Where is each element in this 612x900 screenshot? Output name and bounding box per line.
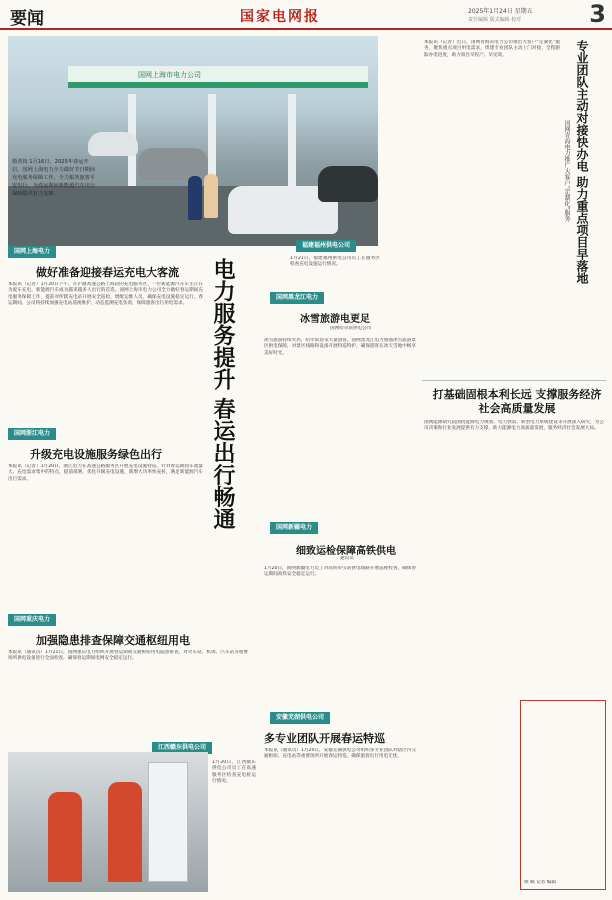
newspaper-brand: 国家电网报 (240, 9, 320, 25)
tag-shanghai: 国网上海电力 (8, 246, 56, 258)
headline-xinjiang: 细致运检保障高铁供电 (296, 546, 396, 557)
issue-date: 2025年1月24日 星期五 (468, 8, 533, 15)
page-number: 3 (589, 0, 606, 28)
body-qinghai: 本报讯（记者）近日，国网青海省电力公司推出大客户“定制化”服务，聚焦重点项目用电需求，组建专业团队主动上门对接，全程跟踪办电进度，助力项目早投产、早见效。 (424, 40, 560, 58)
section-title: 要闻 (10, 9, 44, 29)
headline-chongqing: 加强隐患排查保障交通枢纽用电 (36, 634, 190, 647)
headline-heilongjiang: 冰雪旅游电更足 (300, 314, 370, 325)
body-chongqing: 本报讯（通讯员）1月21日，国网重庆电力组织开展春运期间交通枢纽用电隐患排查，对火车站、机场、汽车站等重要场所供电设备进行全面检查，确保春运期间电网安全稳定运行。 (8, 650, 248, 662)
car (318, 166, 378, 202)
tag-zhejiang: 国网浙江电力 (8, 428, 56, 440)
body-wuhu: 本报讯（通讯员）1月20日，安徽芜湖供电公司组织多专业团队对辖区内交通枢纽、充电站等重要场所开展春运特巡，确保旅客出行用电无忧。 (264, 748, 416, 760)
body-shanghai: 本报讯（记者）1月20日下午，在沪渝高速公路上海段的充电服务区，一位新能源汽车车主正在为爱车充电，新能源汽车成为越来越多人出行的首选。国网上海市电力公司全力做好春运期间充电服务保障工作，提前对所辖充电站开展安全巡检，增配运维人员，确保充电设施稳定运行。春运期间，公司将持续加强充电站巡视维护，动态监测充电负荷，保障旅客出行用电需求。 (8, 282, 203, 307)
car (138, 148, 208, 180)
body-heilongjiang: 冰雪旅游持续火热，哈尔滨迎来大量游客。国网黑龙江电力加强冰雪旅游景区供电保障，对景区线路和设备开展特巡特护，确保游客在冰天雪地中畅享美好时光。 (264, 338, 416, 356)
main-vertical-headline: 电力服务提升 春运出行畅通 (210, 258, 236, 530)
jiangxi-photo (8, 752, 208, 892)
worker (48, 792, 82, 882)
sidebar-box (520, 700, 606, 890)
traveller (204, 174, 218, 218)
charging-station-photo (8, 36, 378, 246)
tag-fujian: 福建福州供电公司 (296, 240, 356, 252)
divider (422, 380, 606, 381)
masthead (0, 0, 612, 30)
headline-shanghai: 做好准备迎接春运充电大客流 (36, 266, 179, 279)
tag-jiangxi: 江西赣东供电公司 (152, 742, 212, 754)
charging-pile (148, 762, 188, 882)
tag-heilongjiang: 国网黑龙江电力 (270, 292, 324, 304)
headline-wuhu: 多专业团队开展春运特巡 (264, 732, 385, 745)
canopy-text: 国网上海市电力公司 (138, 71, 201, 79)
headline-qinghai: 专业团队主动对接快办电 助力重点项目早落地 (575, 40, 589, 285)
tag-chongqing: 国网重庆电力 (8, 614, 56, 626)
byline-xinjiang: 通讯员 (340, 556, 354, 561)
tag-xinjiang: 国网新疆电力 (270, 522, 318, 534)
tag-wuhu: 安徽芜湖供电公司 (270, 712, 330, 724)
worker (188, 176, 202, 220)
footer-names: 撰 稿 记者 编辑 (524, 880, 556, 885)
subhead-qinghai: 国网青海电力推广大客户"定制化"服务 (563, 120, 570, 222)
editor-credits: 责任编辑 版式编辑 校对 (468, 17, 522, 23)
canopy (68, 66, 368, 88)
caption-jiangxi: 1月20日，江西赣东供电公司员工在高速服务区检查充电桩运行情况。 (212, 760, 256, 785)
headline-zhejiang: 升级充电设施服务绿色出行 (30, 448, 162, 461)
car (88, 132, 138, 156)
caption-fujian: 1月21日，福建福州供电公司员工在服务区检查充电设施运行情况。 (290, 256, 380, 268)
headline-feature: 打基础固根本利长远 支撑服务经济社会高质量发展 (432, 388, 602, 415)
photo-caption: 摄者按 1月16日，2025年春运开启，国网上海电力全力做好节日期间充电服务保障工作，全力服务旅客平安出行，为春运期间新能源汽车出行保障提供有力支撑。 (12, 159, 96, 197)
byline-heilongjiang: 国网哈尔滨供电公司 (330, 326, 372, 331)
worker (108, 782, 142, 882)
body-xinjiang: 1月20日，国网新疆电力员工对高铁牵引站供电线路开展巡视检查，确保春运期间高铁安全稳定运行。 (264, 566, 416, 578)
body-feature: 国网能源研究院围绕能源电力规划、电力供需、新型电力系统建设等开展深入研究，为公司决策和行业发展提供有力支撑，助力能源电力高质量发展，服务经济社会发展大局。 (424, 420, 604, 432)
body-zhejiang: 本报讯（记者）1月20日，浙江电力在高速公路服务区开展充电设施特巡，针对春运期间车流量大、充电需求集中的特点，提前部署，优化升级充电设施，新增大功率快充桩，满足新能源汽车出行需求。 (8, 464, 203, 482)
